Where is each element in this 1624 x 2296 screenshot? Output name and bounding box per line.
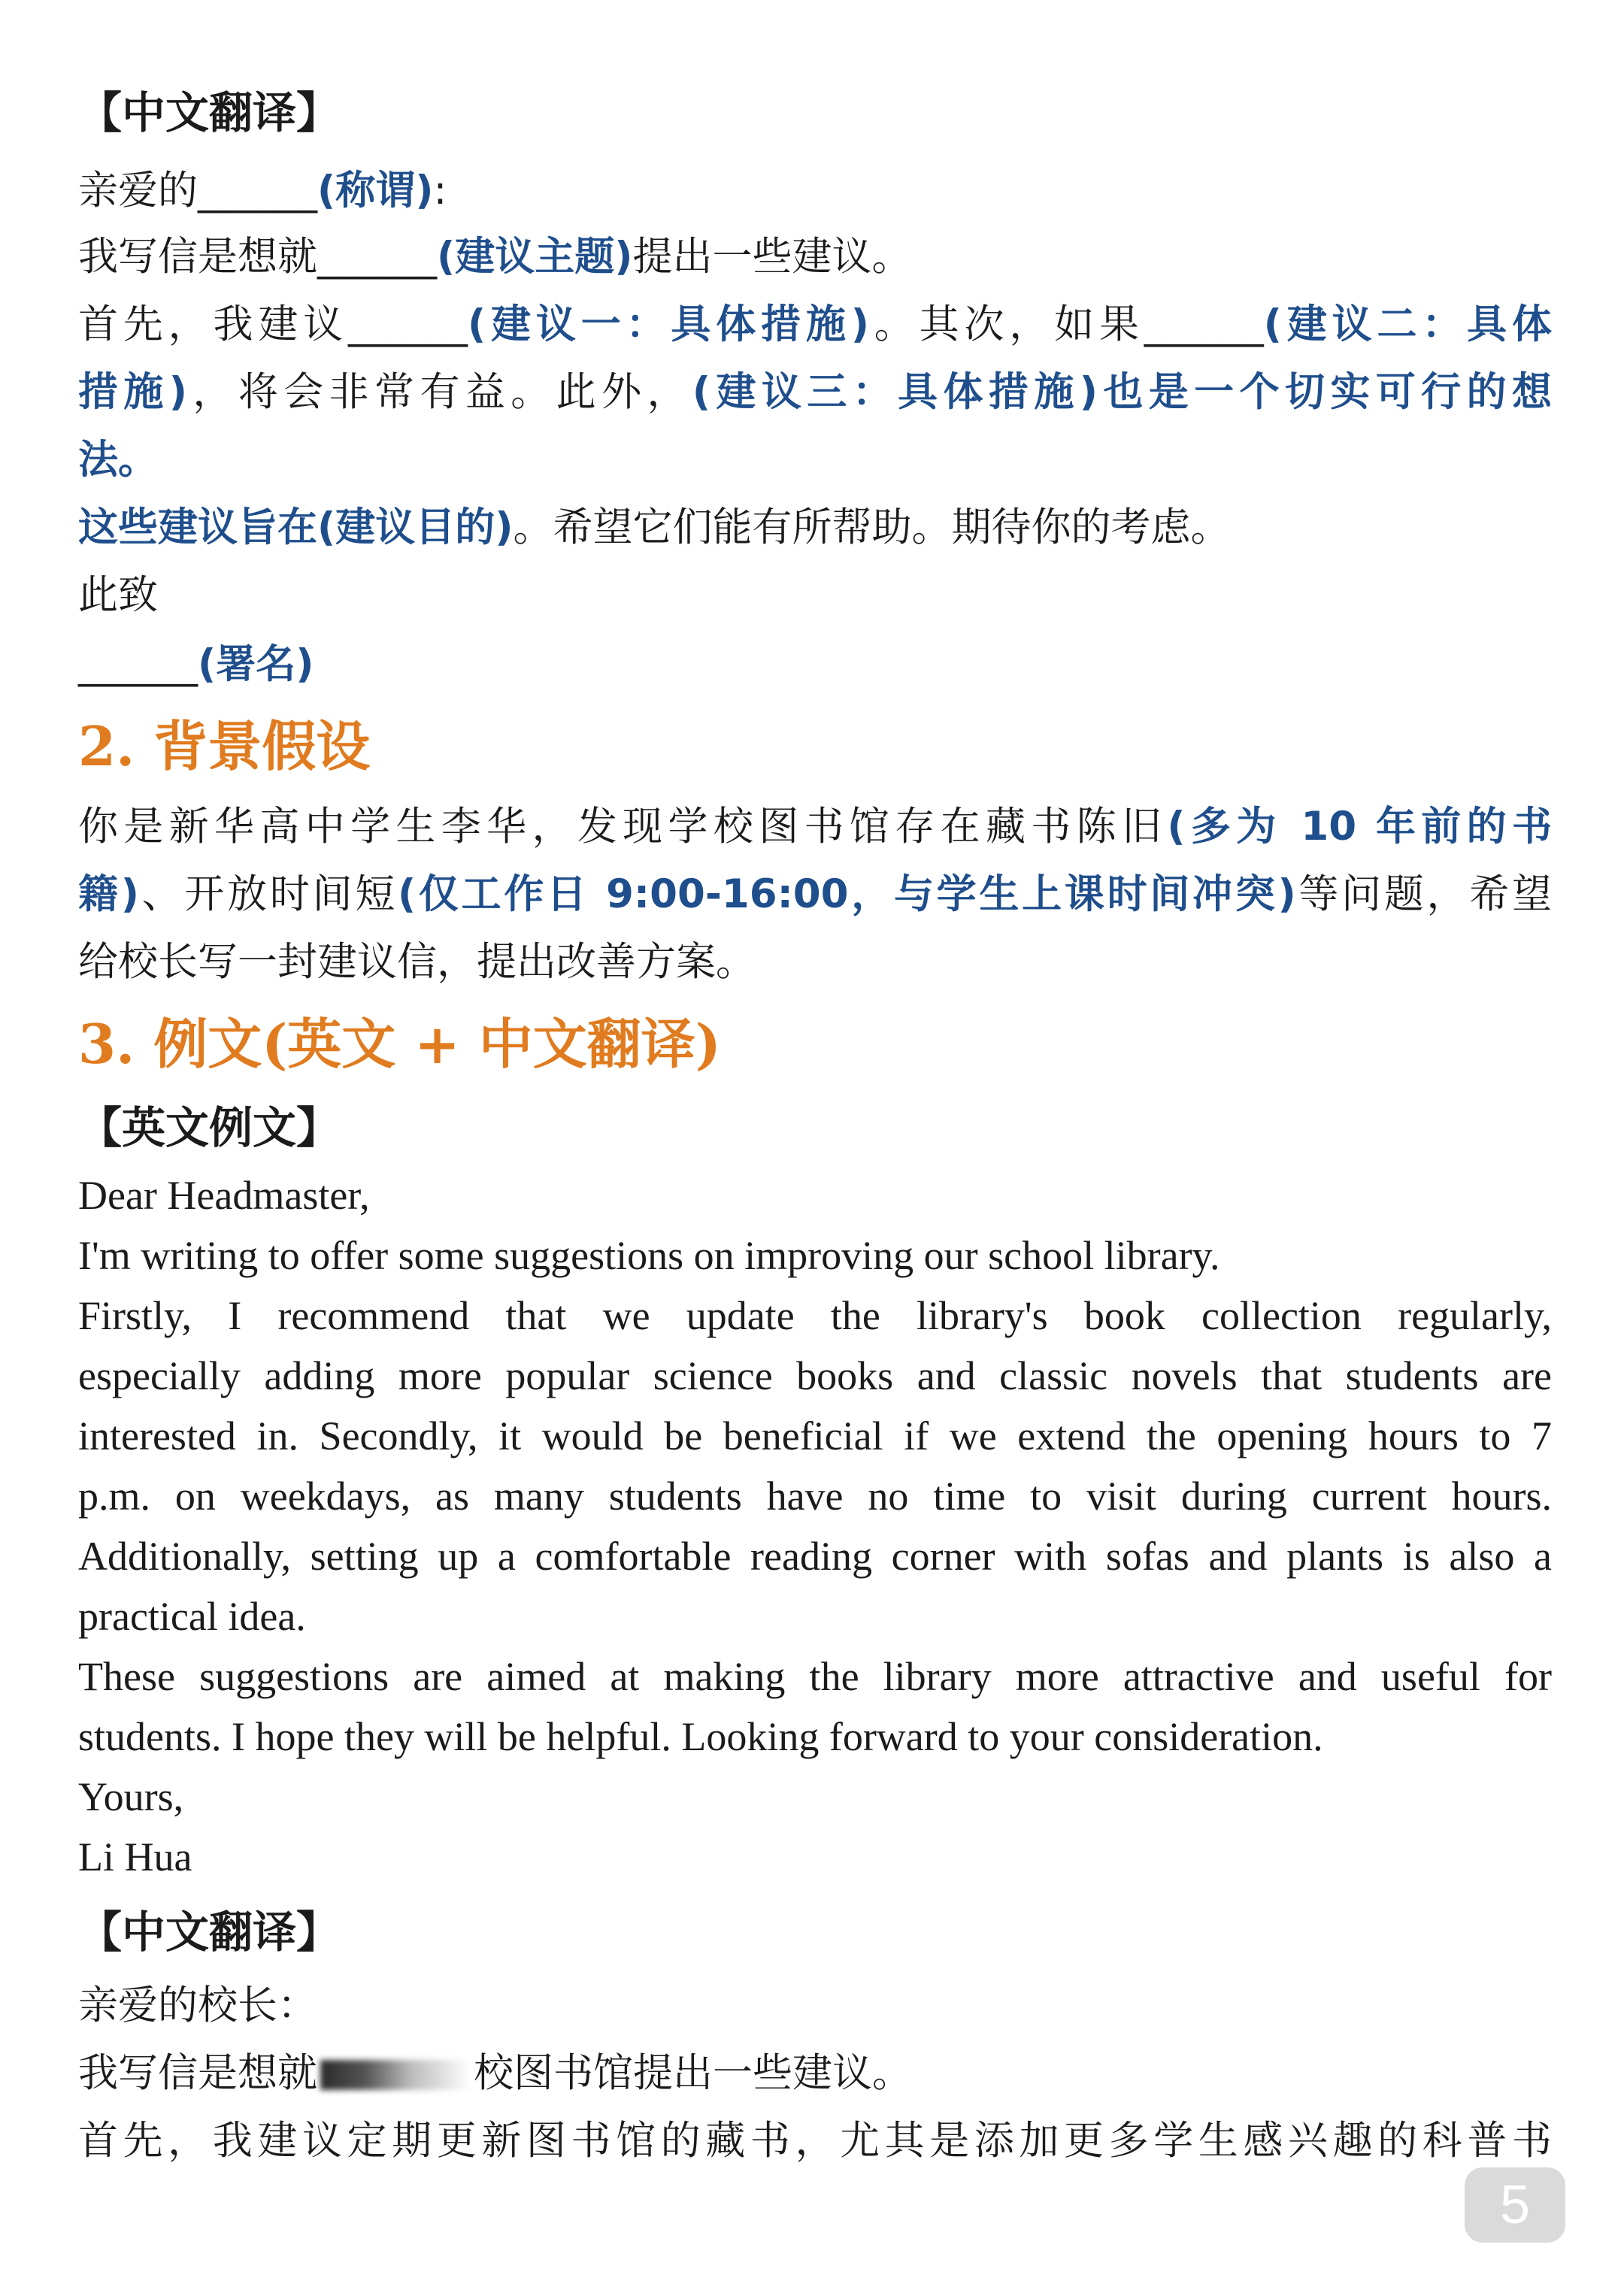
en-line: p.m. on weekdays, as many students have no time to visit during current hours.: [78, 1474, 1552, 1519]
purpose-tail: 。希望它们能有所帮助。期待你的考虑。: [513, 504, 1231, 550]
template-line-salutation: [78, 156, 447, 226]
section3-cn-heading: 【中文翻译】: [78, 1907, 341, 1958]
section2-line3: 给校长写一封建议信，提出改善方案。: [78, 939, 756, 985]
section2-l2-hint-a: 籍): [78, 871, 139, 917]
suggestion2-text: 。其次，如果______: [868, 301, 1264, 347]
page-number-badge: 5: [1465, 2167, 1565, 2243]
section2-l1-hint: (多为 10 年前的书: [1167, 804, 1553, 850]
template-line-closing: 此致: [78, 572, 158, 618]
section2-l1-text: 你是新华高中学生李华，发现学校图书馆存在藏书陈旧: [78, 804, 1168, 850]
topic-tail: 提出一些建议。: [632, 234, 912, 280]
en-line: Dear Headmaster,: [78, 1173, 370, 1218]
template-line-topic: [78, 223, 911, 292]
topic-hint: (建议主题): [437, 234, 633, 280]
en-line: interested in. Secondly, it would be beneficial if we extend the opening hours to 7: [78, 1413, 1552, 1458]
en-line: Firstly, I recommend that we update the library's book collection regularly,: [78, 1293, 1552, 1338]
signature-hint: (署名): [198, 641, 314, 687]
template-line-suggestion3-end: [78, 426, 158, 495]
template-line-signature: [78, 630, 314, 699]
en-line: students. I hope they will be helpful. Looking forward to your consideration.: [78, 1714, 1323, 1759]
en-line: I'm writing to offer some suggestions on improving our school library.: [78, 1233, 1220, 1278]
blurred-redaction: [320, 2060, 471, 2090]
salutation-colon: :: [433, 168, 447, 214]
suggestion2-hint-start: (建议二：具体: [1263, 301, 1552, 347]
suggestion3-text: ，将会非常有益。此外，: [187, 369, 692, 415]
cn-l2-text-a: 我写信是想就: [78, 2050, 317, 2096]
cn-l2-text-b: 校图书馆提出一些建议。: [474, 2050, 912, 2096]
cn-translation-line3: 首先，我建议定期更新图书馆的藏书，尤其是添加更多学生感兴趣的科普书: [78, 2118, 1552, 2164]
template-line-purpose: [78, 493, 1230, 562]
section2-l2-hint-c: (仅工作日 9:00-16:00，与学生上课时间冲突): [398, 871, 1296, 917]
signature-blank: ______: [78, 641, 198, 687]
suggestion2-hint-end: 措施): [78, 369, 188, 415]
section2-line1: [78, 792, 1552, 862]
cn-translation-line2: [78, 2039, 912, 2108]
topic-text: 我写信是想就______: [78, 234, 437, 280]
template-cn-heading: 【中文翻译】: [78, 87, 341, 138]
suggestion1-hint: (建议一：具体措施): [468, 301, 869, 347]
en-line: Li Hua: [78, 1834, 192, 1880]
section3-en-heading: 【英文例文】: [78, 1102, 341, 1153]
en-line: especially adding more popular science books and classic novels that students are: [78, 1353, 1552, 1398]
section2-l2-text-d: 等问题，希望: [1295, 871, 1552, 917]
section2-l2-text-b: 、开放时间短: [138, 871, 398, 917]
purpose-hint: 这些建议旨在(建议目的): [78, 504, 514, 550]
suggestion1-text: 首先，我建议______: [78, 301, 468, 347]
suggestion3-hint-end: 法。: [78, 437, 158, 483]
salutation-hint: (称谓): [317, 168, 434, 214]
template-line-suggestion1: [78, 290, 1552, 359]
en-line: practical idea.: [78, 1594, 306, 1639]
en-line: These suggestions are aimed at making the library more attractive and useful for: [78, 1654, 1552, 1699]
template-line-suggestion3: [78, 358, 1552, 427]
section2-line2: [78, 860, 1552, 929]
suggestion3-hint: (建议三：具体措施)也是一个切实可行的想: [692, 369, 1552, 415]
en-line: Additionally, setting up a comfortable reading corner with sofas and plants is also a: [78, 1534, 1552, 1579]
section2-heading: 2. 背景假设: [78, 714, 371, 778]
salutation-text: 亲爱的______: [78, 168, 317, 214]
en-line: Yours,: [78, 1774, 184, 1819]
cn-translation-line1: 亲爱的校长：: [78, 1982, 317, 2028]
section3-heading: 3. 例文(英文 + 中文翻译): [78, 1012, 721, 1076]
